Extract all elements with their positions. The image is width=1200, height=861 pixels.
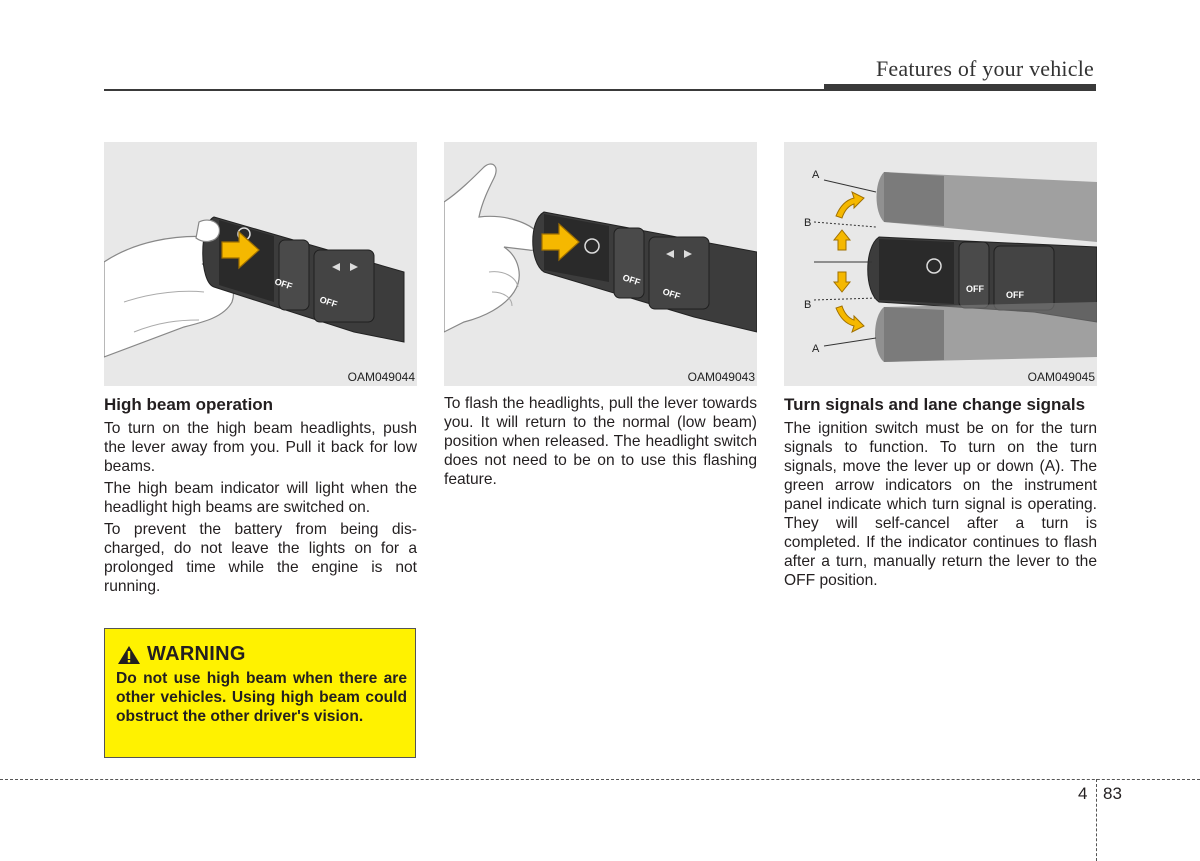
high-beam-illustration (104, 142, 417, 386)
label-a: A (812, 169, 820, 181)
figure-code: OAM049045 (1027, 370, 1095, 384)
paragraph: To turn on the high beam headlights, push the lever away from you. Pull it back for low beams. (104, 420, 417, 475)
lane-change-up-arrow-icon (834, 230, 850, 250)
turn-signal-illustration (784, 142, 1097, 386)
figure-high-beam (104, 142, 417, 386)
column-high-beam (104, 142, 417, 596)
lever-off-label: OFF (1006, 290, 1024, 300)
column-flash (444, 142, 757, 489)
figure-code: OAM049044 (347, 370, 415, 384)
page-header-title: Features of your vehicle (875, 56, 1094, 81)
warning-text: Do not use high beam when there are other vehicles. Using high beam could obstruct the other driver's vision. (116, 670, 407, 725)
chapter-number: 4 (1078, 784, 1088, 803)
page-number: 83 (1103, 784, 1122, 803)
footer-divider (1096, 779, 1097, 861)
label-b: B (804, 299, 812, 311)
figure-code: OAM049043 (687, 370, 755, 384)
paragraph: To flash the headlights, pull the lever towards you. It will return to the normal (low beam) position when released. The headlight switch does not need to be on to use this flashing feature. (444, 395, 757, 488)
label-a: A (812, 343, 820, 355)
turn-down-curved-arrow-icon (836, 306, 864, 332)
turn-up-curved-arrow-icon (836, 192, 864, 218)
paragraph: The ignition switch must be on for the turn signals to function. To turn on the turn signals, move the lever up or down (A). The green arrow indicators on the instrument panel indicate which turn signal is operating. They will self-cancel after a turn is completed. If the indicator continues to flash after a turn, manually return the lever to the OFF position. (784, 420, 1097, 589)
warning-title: WARNING (147, 643, 246, 665)
section-title-high-beam: High beam operation (104, 395, 274, 414)
figure-turn-signals (784, 142, 1097, 386)
flash-illustration (444, 142, 757, 386)
paragraph: The high beam indicator will light when the headlight high beams are switched on. (104, 480, 417, 516)
header-rule (104, 89, 824, 91)
warning-triangle-icon (117, 645, 141, 665)
section-title-turn-signals: Turn signals and lane change signals (784, 395, 1086, 414)
lane-change-down-arrow-icon (834, 272, 850, 292)
column-turn-signals (784, 142, 1097, 590)
warning-box (104, 628, 416, 758)
header-rule-accent (824, 84, 1096, 91)
paragraph: To prevent the battery from being discharged, do not leave the lights on for a prolonged time while the engine is not running. (104, 521, 417, 595)
figure-flash (444, 142, 757, 386)
lever-off-label: OFF (318, 294, 339, 310)
lever-off-label: OFF (966, 284, 984, 294)
footer-rule (0, 779, 1200, 780)
lever-off-label: OFF (661, 286, 682, 302)
lever-off-label: OFF (621, 272, 642, 288)
label-b: B (804, 217, 812, 229)
warning-header (117, 643, 246, 666)
lever-off-label: OFF (273, 276, 294, 292)
